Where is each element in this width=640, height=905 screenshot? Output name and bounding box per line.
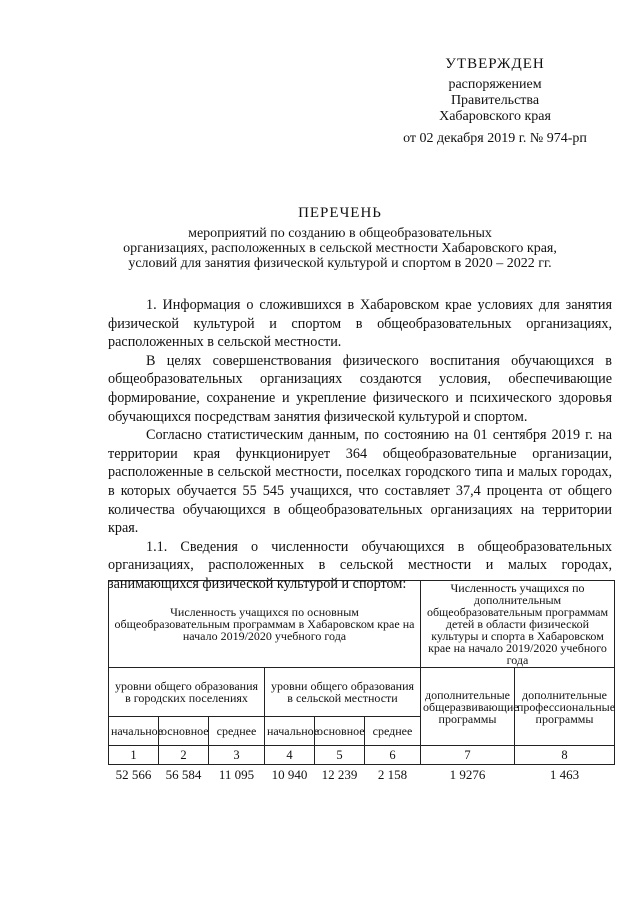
subtitle-line: организациях, расположенных в сельской местности Хабаровского края,: [123, 241, 557, 256]
statistics-table-wrapper: [108, 580, 614, 782]
column-number: 6: [365, 746, 421, 765]
document-title: ПЕРЕЧЕНЬ: [298, 205, 382, 221]
approval-line: Хабаровского края: [439, 109, 551, 124]
column-numbers-row: [109, 746, 615, 765]
paragraph: 1. Информация о сложившихся в Хабаровском крае условиях для занятия физической культурой и спортом в общеобразовательных организациях, расположенных в сельской местности.: [108, 297, 612, 351]
column-number: 7: [421, 746, 515, 765]
value-cell: 10 940: [271, 767, 308, 782]
approval-block: [380, 56, 610, 147]
document-subtitle: [80, 226, 600, 271]
header-basic: основное: [315, 717, 365, 746]
header-rural-levels: уровни общего образования в сельской местности: [265, 668, 421, 717]
column-number: 1: [109, 746, 159, 765]
value-cell: 12 239: [321, 767, 358, 782]
header-secondary: среднее: [365, 717, 421, 746]
header-primary: начальное: [265, 717, 315, 746]
subtitle-line: мероприятий по созданию в общеобразовательных: [188, 226, 492, 241]
value-cell: 52 566: [115, 767, 152, 782]
paragraph: 1.1. Сведения о численности обучающихся в общеобразовательных организациях, расположенных в сельской местности и малых городах, занимающихся физической культурой и спортом:: [108, 538, 612, 592]
header-basic: основное: [159, 717, 209, 746]
header-professional-programs: дополнительные профессиональные программы: [515, 668, 615, 746]
header-main-programs: Численность учащихся по основным общеобразовательным программам в Хабаровском крае на начало 2019/2020 учебного года: [109, 581, 421, 668]
approval-title: УТВЕРЖДЕН: [445, 56, 545, 72]
value-cell: 1 463: [549, 767, 580, 782]
value-cell: 56 584: [165, 767, 202, 782]
header-primary: начальное: [109, 717, 159, 746]
value-cell: 2 158: [377, 767, 408, 782]
header-additional-programs: Численность учащихся по дополнительным общеобразовательным программам детей в области физической культуры и спорта в Хабаровском крае на начало 2019/2020 учебного года: [421, 581, 615, 668]
values-row: [109, 765, 615, 783]
column-number: 3: [209, 746, 265, 765]
header-developmental-programs: дополнительные общеразвивающие программы: [421, 668, 515, 746]
subtitle-line: условий для занятия физической культурой и спортом в 2020 – 2022 гг.: [128, 256, 552, 271]
paragraph: В целях совершенствования физического воспитания обучающихся в общеобразовательных организациях создаются условия, обеспечивающие формирование, сохранение и укрепление физического и психического здоровья обучающихся посредствам занятия физической культурой и спортом.: [108, 352, 612, 425]
body-text: [108, 296, 612, 594]
statistics-table: [108, 580, 615, 782]
approval-date: от 02 декабря 2019 г. № 974-рп: [403, 131, 587, 146]
approval-line: распоряжением: [448, 77, 542, 92]
header-urban-levels: уровни общего образования в городских поселениях: [109, 668, 265, 717]
approval-line: Правительства: [450, 93, 540, 108]
value-cell: 1 9276: [449, 767, 486, 782]
paragraph: Согласно статистическим данным, по состоянию на 01 сентября 2019 г. на территории края функционирует 364 общеобразовательные организации, расположенные в сельской местности, поселках городского типа и малых городах, в которых обучается 55 545 учащихся, что составляет 37,4 процента от общего количества обучающихся в общеобразовательных организациях на территории края.: [108, 427, 612, 537]
column-number: 5: [315, 746, 365, 765]
column-number: 8: [515, 746, 615, 765]
column-number: 2: [159, 746, 209, 765]
header-secondary: среднее: [209, 717, 265, 746]
value-cell: 11 095: [218, 767, 255, 782]
column-number: 4: [265, 746, 315, 765]
